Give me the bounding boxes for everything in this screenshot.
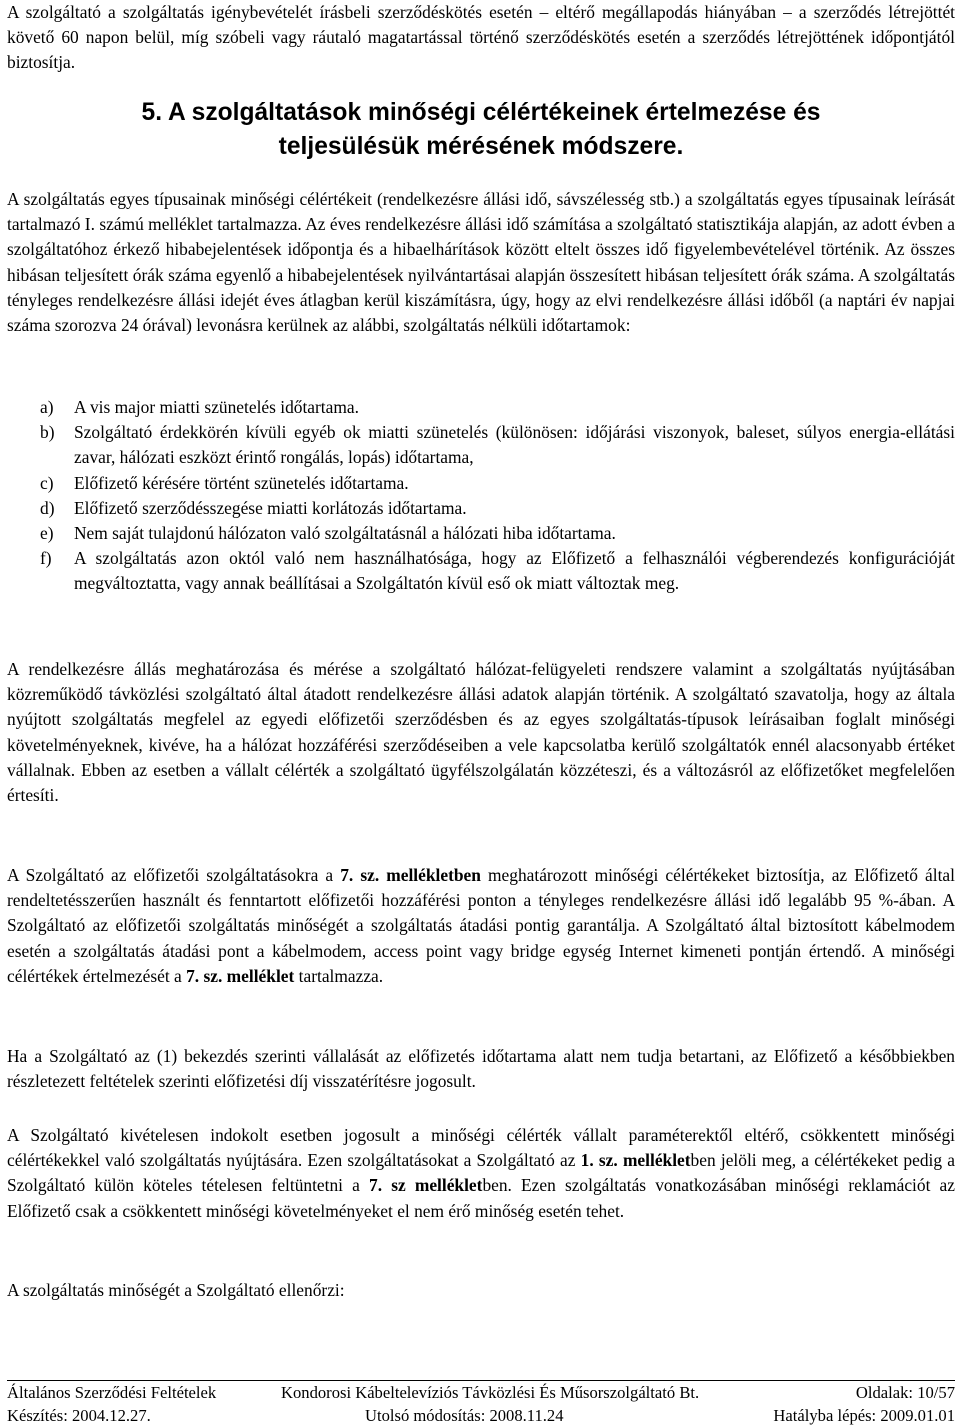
section-heading-line2: teljesülésük mérésének módszere. [278, 133, 684, 160]
section-heading [7, 96, 955, 164]
footer-effective-date: Hatályba lépés: 2009.01.01 [773, 1406, 955, 1425]
footer-modified-date: Utolsó módosítás: 2008.11.24 [365, 1406, 564, 1425]
availability-measurement-paragraph: A rendelkezésre állás meghatározása és mérése a szolgáltató hálózat-felügyeleti rendszere valamint a szolgáltatás nyújtásában közreműködő távközlési szolgáltató által átadott rendelkezésre állási adatok alapján történik. A szolgáltató szavatolja, hogy az általa nyújtott szolgáltatás megfelel az egyedi előfizetői szerződésben és az egyes szolgáltatás-típusok leírásaiban foglalt minőségi követelményeknek, kivéve, ha a hálózat hozzáférési szerződéseiben a vele kapcsolatba kerülő szolgáltatók ennél alacsonyabb értéket vállalnak. Ebben az esetben a vállalt célérték a szolgáltató ügyfélszolgálatán közzéteszi, és a változásról az előfizetőket megfelelően értesíti. [7, 659, 955, 806]
list-item: c) Előfizető kérésére történt szünetelés időtartama. [40, 472, 409, 493]
page-footer [7, 1380, 955, 1427]
list-item: a) A vis major miatti szünetelés időtartama. [40, 397, 359, 417]
footer-company-name: Kondorosi Kábeltelevíziós Távközlési És Műsorszolgáltató Bt. [281, 1383, 700, 1402]
intro-paragraph: A szolgáltató a szolgáltatás igénybevételét írásbeli szerződéskötés esetén – eltérő megállapodás hiányában – a szerződés létrejöttét követő 60 napon belül, míg szóbeli vagy ráutaló magatartással történő szerződéskötés esetén a szerződés létrejöttének időpontjától biztosítja. [7, 2, 955, 73]
footer-document-title: Általános Szerződési Feltételek [7, 1383, 217, 1402]
reduced-quality-paragraph: A Szolgáltató kivételesen indokolt esetben jogosult a minőségi célérték vállalt paraméterektől eltérő, csökkentett minőségi célértékekkel való szolgáltatás nyújtására. Ezen szolgáltatásokat a Szolgáltató az 1. sz. mellékletben jelöli meg, a célértékeket pedig a Szolgáltató külön köteles tételesen feltüntetni a 7. sz mellékletben. Ezen szolgáltatás vonatkozásában minőségi reklamációt az Előfizető csak a csökkentett minőségi követelményeket el nem érő minőség esetén tehet. [7, 1125, 955, 1221]
quality-guarantee-paragraph: A Szolgáltató az előfizetői szolgáltatásokra a 7. sz. mellékletben meghatározott minőségi célértékeket biztosítja, az Előfizető által rendeltetésszerűen használt és fenntartott előfizetői hozzáférési ponton a tényleges rendelkezésre állási idő legalább 95 %-ában. A Szolgáltató az előfizetői szolgáltatás minőségét a szolgáltatás átadási pontig garantálja. A Szolgáltató által biztosított kábelmodem esetén a szolgáltatás átadási pont a kábelmodem, access point vagy bridge egység Internet kimeneti pontján értendő. A minőségi célértékek értelmezését a 7. sz. melléklet tartalmazza. [7, 865, 955, 986]
footer-page-count: Oldalak: 10/57 [855, 1383, 955, 1402]
quality-check-paragraph: A szolgáltatás minőségét a Szolgáltató ellenőrzi: [7, 1280, 345, 1300]
list-item: b) Szolgáltató érdekkörén kívüli egyéb ok miatti szünetelés (különösen: időjárási viszonyok, baleset, súlyos energia-ellátási zavar, hálózati eszközt érintő rongálás, lopás) időtartama, [40, 422, 955, 468]
quality-targets-paragraph: A szolgáltatás egyes típusainak minőségi célértékeit (rendelkezésre állási idő, sávszélesség stb.) a szolgáltatás egyes típusainak leírását tartalmazó I. számú melléklet tartalmazza. Az éves rendelkezésre állási idő számítása a szolgáltató statisztikája alapján, az adott évben a szolgáltatóhoz érkező hibabejelentések időpontja és a hibaelhárítások között eltelt összes idő figyelembevételével történik. Az összes hibásan teljesített órák száma egyenlő a hibabejelentések nyilvántartásai alapján összesített hibásan teljesített órák száma. A szolgáltatás tényleges rendelkezésre állási idejét éves átlagban kerül kiszámításra, úgy, hogy az elvi rendelkezésre állási időből (a naptári év napjai száma szorozva 24 órával) levonásra kerülnek az alábbi, szolgáltatás nélküli időtartamok: [7, 189, 955, 336]
list-item: d) Előfizető szerződésszegése miatti korlátozás időtartama. [40, 497, 467, 518]
list-item: f) A szolgáltatás azon októl való nem használhatósága, hogy az Előfizető a felhasználói végberendezés konfigurációját megváltoztatta, vagy annak beállításai a Szolgáltatón kívül eső ok miatt változtak meg. [40, 548, 955, 594]
excluded-durations-list [7, 395, 955, 597]
refund-paragraph: Ha a Szolgáltató az (1) bekezdés szerinti vállalását az előfizetés időtartama alatt nem tudja betartani, az Előfizető a későbbiekben részletezett feltételek szerinti előfizetési díj visszatérítésre jogosult. [7, 1046, 955, 1092]
list-item: e) Nem saját tulajdonú hálózaton való szolgáltatásnál a hálózati hiba időtartama. [40, 523, 616, 544]
section-heading-line1: 5. A szolgáltatások minőségi célértékeinek értelmezése és [141, 99, 821, 126]
footer-created-date: Készítés: 2004.12.27. [7, 1406, 151, 1425]
